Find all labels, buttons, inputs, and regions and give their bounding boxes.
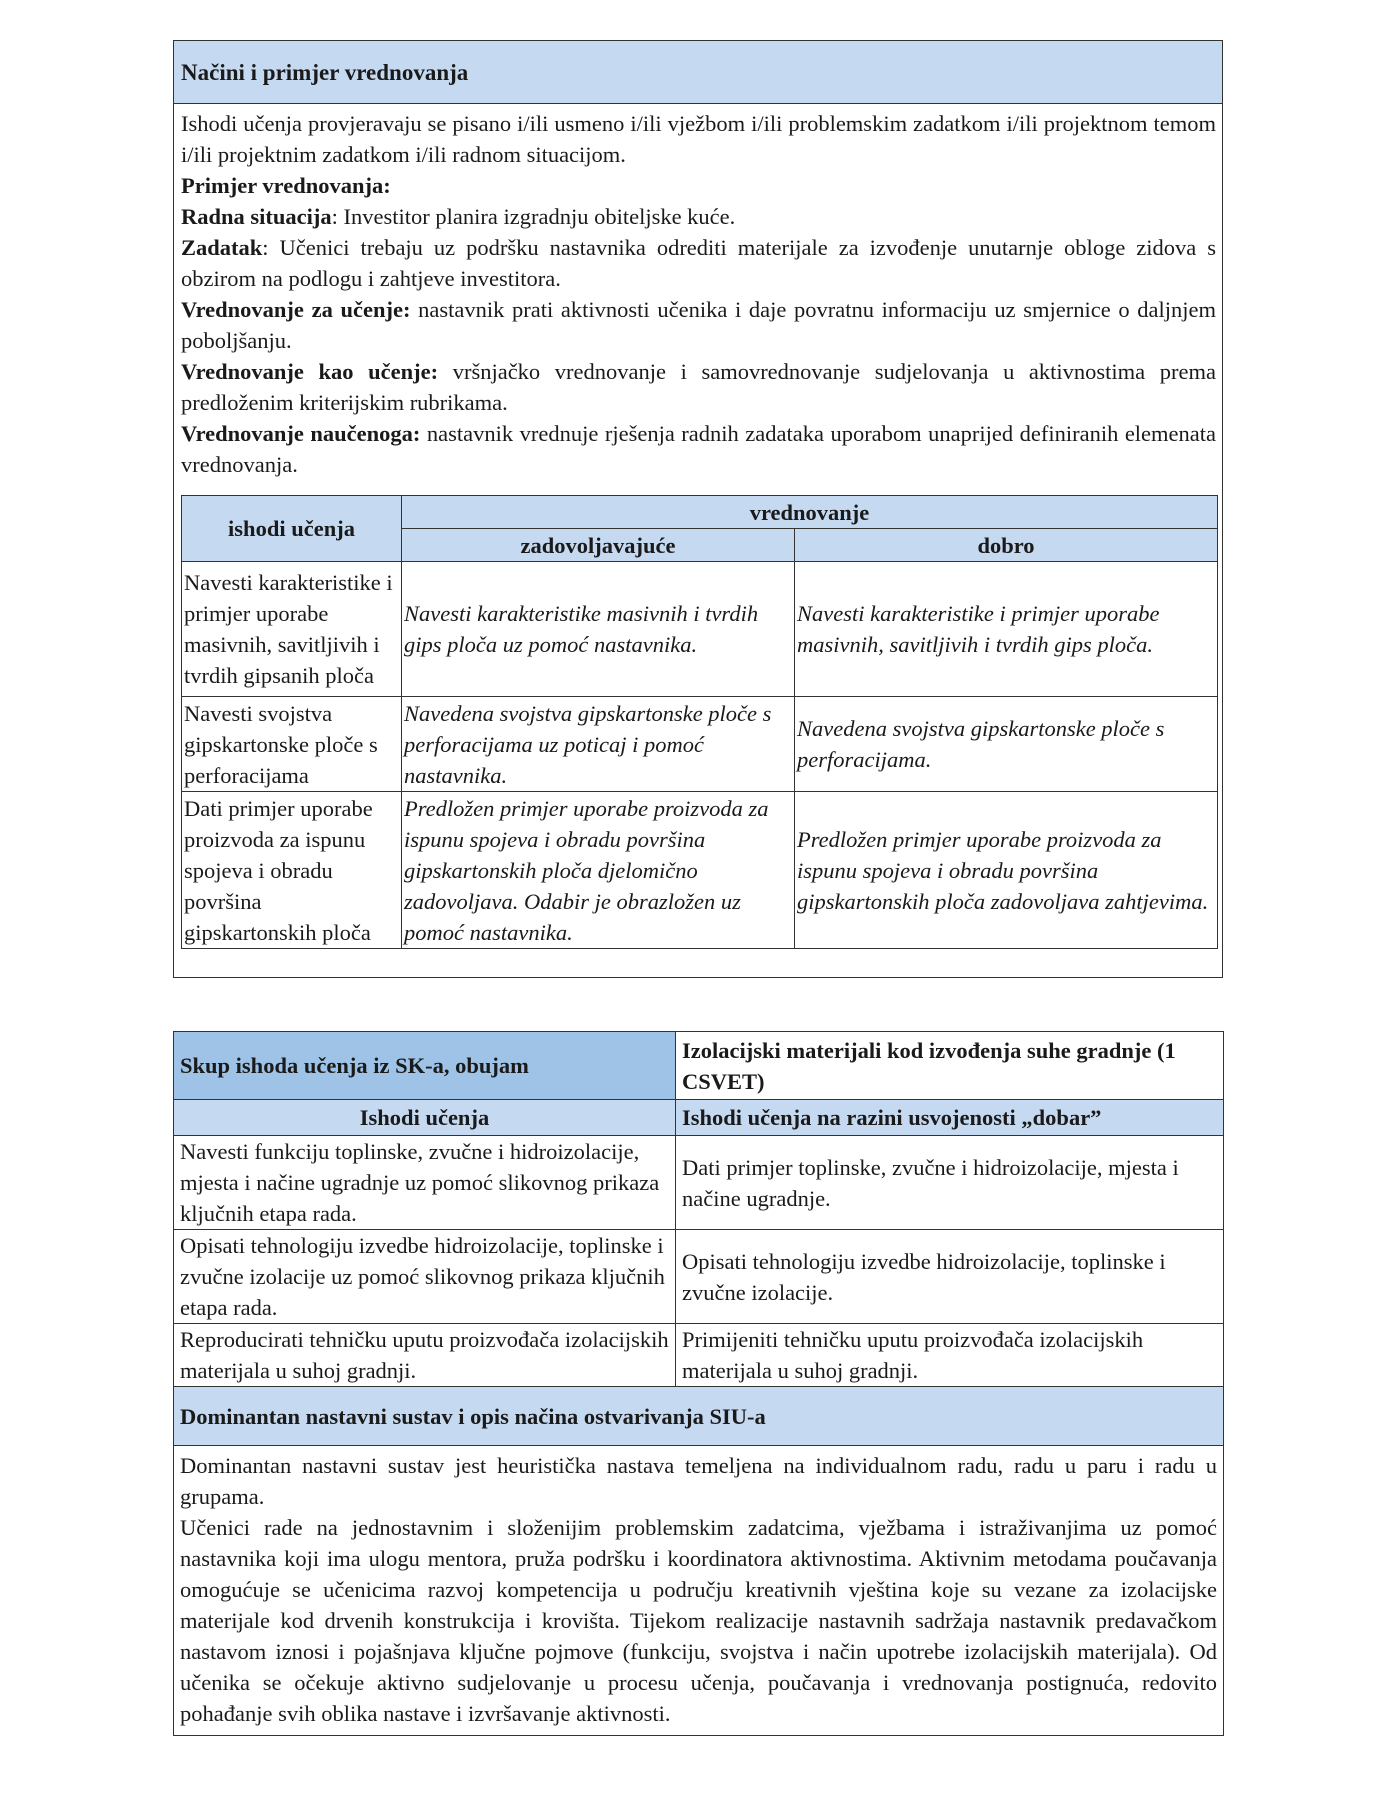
evaluation-for-learning: Vrednovanje za učenje: nastavnik prati aktivnosti učenika i daje povratnu informaciju uz smjernice o daljnjem poboljšanju. (181, 297, 1216, 353)
work-situation: Radna situacija: Investitor planira izgradnju obiteljske kuće. (181, 204, 736, 229)
dominant-paragraph-1: Dominantan nastavni sustav jest heuristička nastava temeljena na individualnom radu, radu u paru i radu u grupama. (180, 1453, 1217, 1509)
task: Zadatak: Učenici trebaju uz podršku nastavnika odrediti materijale za izvođenje unutarnje obloge zidova s obzirom na podlogu i zahtjeve investitora. (181, 235, 1216, 291)
assessment-intro: Ishodi učenja provjeravaju se pisano i/ili usmeno i/ili vježbom i/ili problemskim zadatkom i/ili projektnom temom i/ili projektnim zadatkom i/ili radnom situacijom. (181, 111, 1216, 167)
outcome-row (174, 1324, 1224, 1387)
rubric-outcome: Navesti karakteristike i primjer uporabe masivnih, savitljivih i tvrdih gipsanih ploča (182, 562, 402, 697)
rubric-col-evaluation: vrednovanje (402, 496, 1218, 529)
set-label: Skup ishoda učenja iz SK-a, obujam (174, 1032, 676, 1100)
rubric-row (182, 697, 1218, 792)
outcome-good: Opisati tehnologiju izvedbe hidroizolacije, toplinske i zvučne izolacije. (676, 1230, 1224, 1324)
rubric-col-satisfactory: zadovoljavajuće (402, 529, 795, 562)
rubric-good: Navedena svojstva gipskartonske ploče s perforacijama. (795, 697, 1218, 792)
outcome-text: Reproducirati tehničku uputu proizvođača izolacijskih materijala u suhoj gradnji. (174, 1324, 676, 1387)
outcome-row (174, 1136, 1224, 1230)
rubric-good: Navesti karakteristike i primjer uporabe masivnih, savitljivih i tvrdih gips ploča. (795, 562, 1218, 697)
rubric-row (182, 562, 1218, 697)
rubric-good: Predložen primjer uporabe proizvoda za ispunu spojeva i obradu površina gipskartonskih ploča zadovoljava zahtjevima. (795, 792, 1218, 949)
dominant-body (174, 1446, 1224, 1736)
outcome-text: Opisati tehnologiju izvedbe hidroizolacije, toplinske i zvučne izolacije uz pomoć slikovnog prikaza ključnih etapa rada. (174, 1230, 676, 1324)
rubric-satisfactory: Predložen primjer uporabe proizvoda za ispunu spojeva i obradu površina gipskartonskih ploča djelomično zadovoljava. Odabir je obrazložen uz pomoć nastavnika. (402, 792, 795, 949)
evaluation-of-learning: Vrednovanje naučenoga: nastavnik vrednuje rješenja radnih zadataka uporabom unaprijed definiranih elemenata vrednovanja. (181, 421, 1217, 477)
dominant-header: Dominantan nastavni sustav i opis načina ostvarivanja SIU-a (174, 1387, 1224, 1446)
document-page (173, 40, 1225, 1726)
assessment-header: Načini i primjer vrednovanja (174, 41, 1222, 104)
outcome-good: Dati primjer toplinske, zvučne i hidroizolacije, mjesta i načine ugradnje. (676, 1136, 1224, 1230)
assessment-section (173, 40, 1223, 978)
rubric-table (181, 495, 1218, 949)
outcome-text: Navesti funkciju toplinske, zvučne i hidroizolacije, mjesta i načine ugradnje uz pomoć slikovnog prikaza ključnih etapa rada. (174, 1136, 676, 1230)
rubric-outcome: Navesti svojstva gipskartonske ploče s perforacijama (182, 697, 402, 792)
outcome-good: Primijeniti tehničku uputu proizvođača izolacijskih materijala u suhoj gradnji. (676, 1324, 1224, 1387)
outcomes-section (173, 1031, 1224, 1736)
dominant-paragraph-2: Učenici rade na jednostavnim i složenijim problemskim zadatcima, vježbama i istraživanjima uz pomoć nastavnika koji ima ulogu mentora, pruža podršku i koordinatora aktivnostima. Aktivnim metodama poučavanja omogućuje se učenicima razvoj kompetencija u području kreativnih vještina koje su vezane za izolacijske materijale kod drvenih konstrukcija i krovišta. Tijekom realizacije nastavnih sadržaja nastavnik predavačkom nastavom iznosi i pojašnjava ključne pojmove (funkciju, svojstva i način upotrebe izolacijskih materijala). Od učenika se očekuje aktivno sudjelovanje u procesu učenja, poučavanja i vrednovanja postignuća, redovito pohađanje svih oblika nastave i izvršavanje aktivnosti. (180, 1515, 1217, 1726)
evaluation-as-learning: Vrednovanje kao učenje: vršnjačko vrednovanje i samovrednovanje sudjelovanja u aktivnostima prema predloženim kriterijskim rubrikama. (181, 359, 1216, 415)
rubric-col-good: dobro (795, 529, 1218, 562)
col-good-level: Ishodi učenja na razini usvojenosti „dobar” (676, 1100, 1224, 1136)
rubric-row (182, 792, 1218, 949)
set-title: Izolacijski materijali kod izvođenja suhe gradnje (1 CSVET) (676, 1032, 1224, 1100)
rubric-col-outcomes: ishodi učenja (182, 496, 402, 562)
assessment-body (174, 104, 1222, 480)
rubric-outcome: Dati primjer uporabe proizvoda za ispunu spojeva i obradu površina gipskartonskih ploča (182, 792, 402, 949)
col-outcomes: Ishodi učenja (174, 1100, 676, 1136)
outcome-row (174, 1230, 1224, 1324)
example-heading: Primjer vrednovanja: (181, 173, 391, 198)
rubric-satisfactory: Navedena svojstva gipskartonske ploče s perforacijama uz poticaj i pomoć nastavnika. (402, 697, 795, 792)
rubric-satisfactory: Navesti karakteristike masivnih i tvrdih gips ploča uz pomoć nastavnika. (402, 562, 795, 697)
